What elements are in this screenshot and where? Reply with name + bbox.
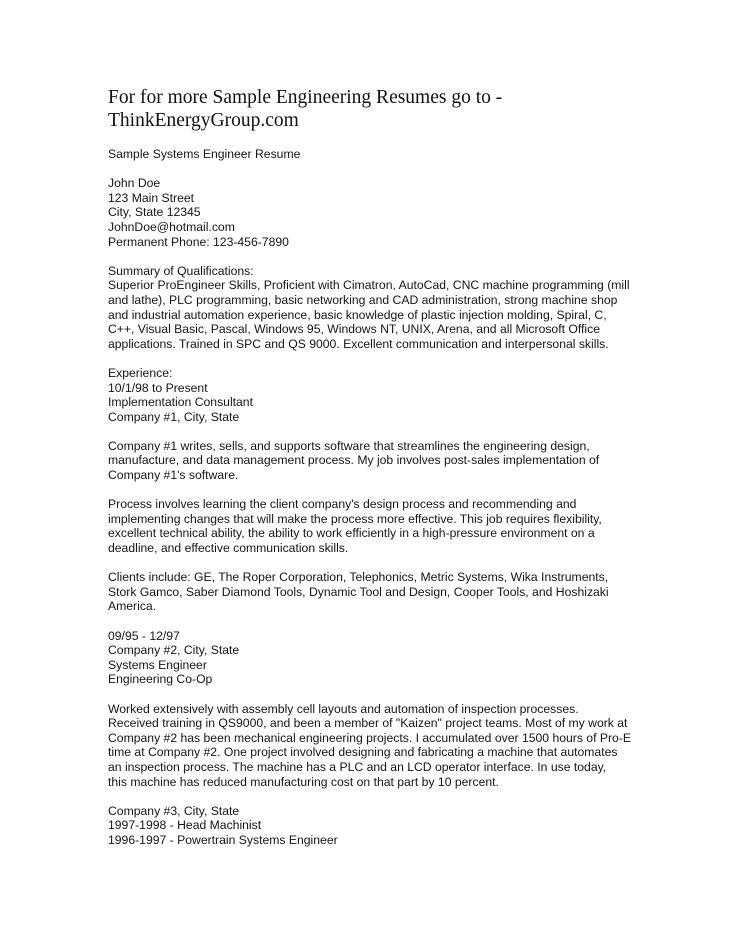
- contact-email: JohnDoe@hotmail.com: [108, 219, 235, 234]
- job2-title: Systems Engineer: [108, 657, 207, 672]
- summary-line: C++, Visual Basic, Pascal, Windows 95, Windows NT, UNIX, Arena, and all Microsoft Office: [108, 322, 600, 337]
- job1-dates: 10/1/98 to Present: [108, 380, 208, 395]
- job1-para2-line: excellent technical ability, the ability to work efficiently in a high-pressure environment on a: [108, 526, 595, 541]
- summary-line: applications. Trained in SPC and QS 9000. Excellent communication and interpersonal skills.: [108, 336, 609, 351]
- job2-para-line: this machine has reduced manufacturing cost on that part by 10 percent.: [108, 774, 499, 789]
- summary-section: [108, 264, 628, 352]
- job2-dates: 09/95 - 12/97: [108, 628, 180, 643]
- header-line-2: ThinkEnergyGroup.com: [108, 110, 299, 131]
- contact-name: John Doe: [108, 176, 161, 191]
- job1-para1-line: Company #1 writes, sells, and supports software that streamlines the engineering design,: [108, 438, 590, 453]
- contact-phone: Permanent Phone: 123-456-7890: [108, 234, 289, 249]
- job1-title: Implementation Consultant: [108, 395, 253, 410]
- job1-para2-line: Process involves learning the client company's design process and recommending and: [108, 497, 577, 512]
- job3-role: 1997-1998 - Head Machinist: [108, 818, 262, 833]
- job2-para-line: Company #2 has been mechanical engineering projects. I accumulated over 1500 hours of Pro-E: [108, 730, 632, 745]
- summary-line: Superior ProEngineer Skills, Proficient with Cimatron, AutoCad, CNC machine programming (mill: [108, 278, 630, 293]
- header-line-1: For for more Sample Engineering Resumes go to -: [108, 87, 503, 108]
- page-header: [108, 86, 502, 132]
- job2-para-line: time at Company #2. One project involved designing and fabricating a machine that automates: [108, 745, 618, 760]
- contact-city: City, State 12345: [108, 205, 201, 220]
- summary-heading: Summary of Qualifications:: [108, 263, 254, 278]
- job1-para2-line: implementing changes that will make the process more effective. This job requires flexibility,: [108, 511, 602, 526]
- job2-company: Company #2, City, State: [108, 643, 240, 658]
- document-title: Sample Systems Engineer Resume: [108, 147, 301, 161]
- job1-para2-line: deadline, and effective communication skills.: [108, 541, 349, 556]
- job1-para3-line: Clients include: GE, The Roper Corporation, Telephonics, Metric Systems, Wika Instruments,: [108, 570, 609, 585]
- job2-subtitle: Engineering Co-Op: [108, 672, 213, 687]
- contact-block: [108, 176, 628, 249]
- job3-role: 1996-1997 - Powertrain Systems Engineer: [108, 832, 338, 847]
- job1-para1-line: manufacture, and data management process. My job involves post-sales implementation of: [108, 453, 600, 468]
- resume-body: [108, 147, 632, 848]
- job1-company: Company #1, City, State: [108, 409, 240, 424]
- experience-section: [108, 365, 632, 848]
- job2-para-line: an inspection process. The machine has a PLC and an LCD operator interface. In use today,: [108, 759, 607, 774]
- job1-para1-line: Company #1's software.: [108, 468, 239, 483]
- job1-para3-line: America.: [108, 599, 157, 614]
- experience-heading: Experience:: [108, 365, 173, 380]
- contact-street: 123 Main Street: [108, 190, 195, 205]
- summary-line: and lathe), PLC programming, basic networking and CAD administration, strong machine shop: [108, 292, 618, 307]
- job3-company: Company #3, City, State: [108, 803, 240, 818]
- job2-para-line: Worked extensively with assembly cell layouts and automation of inspection processes.: [108, 701, 579, 716]
- job1-para3-line: Stork Gamco, Saber Diamond Tools, Dynamic Tool and Design, Cooper Tools, and Hoshizaki: [108, 584, 609, 599]
- summary-line: and industrial automation experience, basic knowledge of plastic injection molding, Spiral, C,: [108, 307, 607, 322]
- job2-para-line: Received training in QS9000, and been a member of "Kaizen" project teams. Most of my work at: [108, 716, 628, 731]
